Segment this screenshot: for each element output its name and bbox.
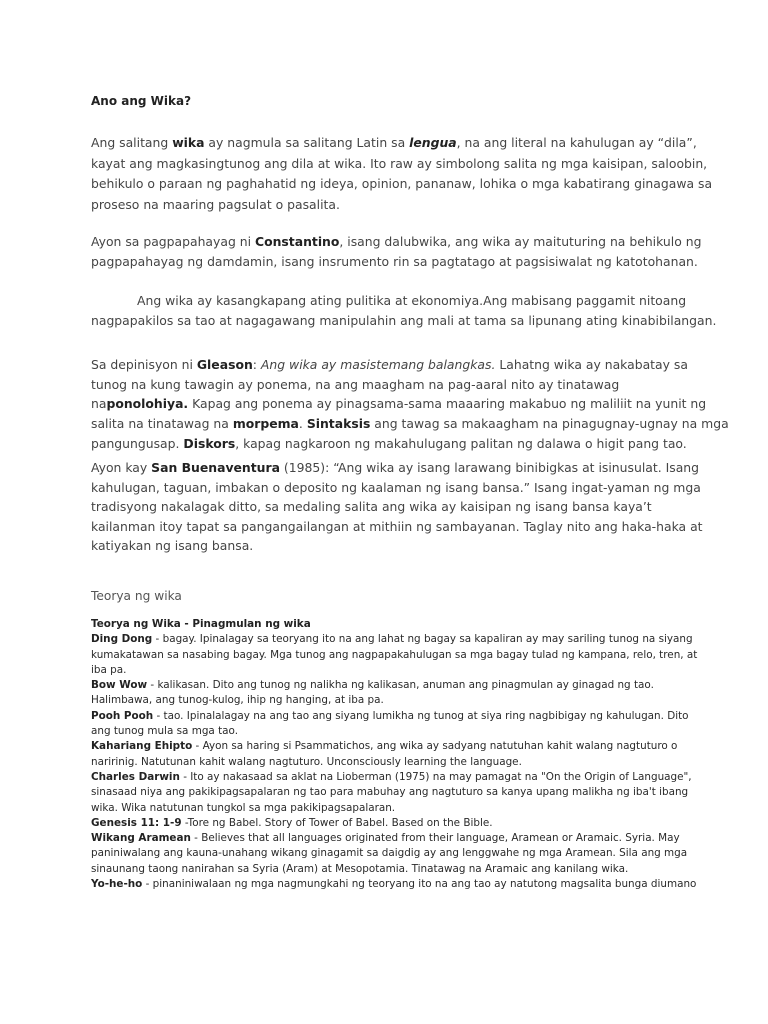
text-line: tradisyong nakalagak ditto, sa medaling salita ang wika ay kaisipan ng isang bansa kaya’t: [91, 499, 652, 514]
paragraph-wika-origin: [91, 133, 713, 215]
list-item: [91, 709, 701, 724]
page-heading: Ano ang Wika?: [91, 94, 192, 108]
text-run: Kapag ang ponema ay pinagsama-sama maaaring makabuo ng maliliit na yunit ng: [188, 396, 707, 412]
theory-term: Genesis 11: 1-9: [91, 816, 182, 829]
theory-term: Ding Dong: [91, 633, 153, 646]
text-line: behikulo o paraan ng paghahatid ng ideya, opinion, pananaw, lohika o mga kabatirang ginagawa sa: [91, 176, 713, 191]
theory-term: Wikang Aramean: [91, 832, 191, 845]
paragraph-politics: [91, 291, 717, 331]
list-item-cont: kumakatawan sa nasabing bagay. Mga tunog ang nagpapakahulugan sa mga bagay tulad ng kampana, relo, tren, at: [91, 648, 698, 661]
term-san-buenaventura: San Buenaventura: [151, 460, 280, 475]
text-line: [91, 394, 707, 414]
theory-desc: - tao. Ipinalalagay na ang tao ang siyang lumikha ng tunog at siya ring nagbibigay ng kahulugan. Dito: [153, 709, 689, 722]
section-title: Teorya ng wika: [91, 589, 182, 603]
theory-desc: - Ito ay nakasaad sa aklat na Lioberman (1975) na may pamagat na "On the Origin of Language",: [179, 770, 692, 783]
term-ponolohiya: ponolohiya.: [106, 396, 189, 412]
text-run: na: [91, 396, 107, 412]
text-run: Ayon sa pagpapahayag ni: [91, 234, 255, 249]
theory-term: Bow Wow: [91, 679, 148, 692]
list-item-cont: sinaunang taong nanirahan sa Syria (Aram) at Mesopotamia. Tinatawag na Aramaic ang kanilang wika.: [91, 862, 629, 875]
text-line: [91, 458, 700, 478]
text-run: ang tawag sa makaagham na pinagugnay-ugnay na mga: [370, 416, 729, 432]
term-morpema: morpema: [232, 416, 299, 432]
theory-desc: - pinaniniwalaan ng mga nagmungkahi ng teoryang ito na ang tao ay natutong magsalita bunga diumano: [142, 878, 697, 891]
text-run: Sa depinisyon ni: [91, 357, 197, 372]
list-item-cont: iba pa.: [91, 663, 127, 676]
list-item-cont: sinasaad niya ang pakikipagsapalaran ng tao para mabuhay ang nagtuturo sa kanya upang malikha ng iba't ibang: [91, 786, 689, 799]
text-line: [91, 133, 697, 154]
list-item-cont: ang tunog mula sa mga tao.: [91, 725, 239, 738]
text-line: [91, 232, 702, 252]
text-run: pangungusap.: [91, 435, 184, 451]
text-line: katiyakan ng isang bansa.: [91, 538, 254, 553]
theory-term: Yo-he-ho: [91, 878, 143, 891]
text-line: kailanman itoy tapat sa pangangailangan at mithiin ng sambayanan. Taglay nito ang haka-haka at: [91, 518, 703, 534]
text-run: salita na tinatawag na: [91, 416, 233, 432]
theory-term: Charles Darwin: [91, 770, 180, 783]
list-item: [91, 739, 701, 754]
theory-list: [91, 617, 701, 892]
list-item: [91, 770, 701, 785]
term-lengua: lengua: [409, 135, 457, 150]
list-item: [91, 632, 701, 647]
list-item-cont: Halimbawa, ang tunog-kulog, ihip ng hanging, at iba pa.: [91, 694, 384, 707]
list-item-cont: paniniwalang ang kauna-unahang wikang ginagamit sa daigdig ay ang lenggwahe ng mga Aramean. Sila ang mga: [91, 847, 688, 860]
list-item: [91, 877, 701, 892]
text-run: , kapag nagkaroon ng makahulugang palitan ng dalawa o higit pang tao.: [235, 435, 687, 451]
list-item-cont: wika. Wika natutunan tungkol sa mga pakikipagsapalaran.: [91, 801, 396, 814]
term-constantino: Constantino: [254, 234, 340, 249]
term-gleason: Gleason: [196, 357, 253, 372]
text-run: ay nagmula sa salitang Latin sa: [204, 135, 410, 150]
theory-term: Pooh Pooh: [91, 709, 154, 722]
list-header-text: Teorya ng Wika - Pinagmulan ng wika: [91, 618, 311, 630]
text-run: .: [298, 416, 307, 432]
term-sintaksis: Sintaksis: [306, 416, 371, 432]
text-run: , na ang literal na kahulugan ay “dila”,: [456, 135, 697, 150]
theory-desc: - Ayon sa haring si Psammatichos, ang wika ay sadyang natutuhan kahit walang nagtuturo o: [192, 740, 678, 753]
text-run: :: [252, 357, 261, 372]
theory-desc: -Tore ng Babel. Story of Tower of Babel. Based on the Bible.: [181, 816, 493, 829]
theory-term: Kahariang Ehipto: [91, 740, 193, 753]
list-header: [91, 617, 701, 632]
theory-desc: - bagay. Ipinalagay sa teoryang ito na ang lahat ng bagay sa kapaliran ay may sariling tunog na siyang: [152, 633, 693, 646]
text-run: (1985): “Ang wika ay isang larawang binibigkas at isinusulat. Isang: [279, 460, 700, 475]
text-line: [91, 355, 691, 375]
paragraph-constantino: [91, 232, 702, 272]
text-run: Ang salitang: [91, 135, 173, 150]
text-line: proseso na maaring pagsulat o pasalita.: [91, 196, 340, 212]
text-run: Ayon kay: [91, 460, 152, 475]
text-line: Ang wika ay kasangkapang ating pulitika at ekonomiya.Ang mabisang paggamit nitoang: [137, 293, 687, 308]
text-line: kayat ang magkasingtunog ang dila at wika. Ito raw ay simbolong salita ng mga kaisipan, saloobin,: [91, 155, 708, 171]
paragraph-san-buenaventura: [91, 458, 703, 556]
text-line: kahulugan, taguan, imbakan o deposito ng kaalaman ng isang bansa.” Isang ingat-yaman ng mga: [91, 479, 701, 495]
text-line: tunog na kung tawagin ay ponema, na ang maagham na pag-aaral nito ay tinatawag: [91, 376, 620, 392]
list-item: [91, 816, 701, 831]
text-line: nagpapakilos sa tao at nagagawang manipulahin ang mali at tama sa lipunang ating kinabibilangan.: [91, 313, 717, 328]
list-item-cont: naririnig. Natutunan kahit walang nagtuturo. Unconsciously learning the language.: [91, 755, 522, 768]
definition-quote: Ang wika ay masistemang balangkas.: [260, 357, 496, 372]
term-diskors: Diskors: [183, 435, 236, 451]
theory-desc: - kalikasan. Dito ang tunog ng nalikha ng kalikasan, anuman ang pinagmulan ay ginagad ng tao.: [147, 679, 654, 692]
text-line: [91, 414, 729, 434]
text-line: [91, 434, 691, 454]
list-item: [91, 831, 701, 846]
text-run: , isang dalubwika, ang wika ay maituturing na behikulo ng: [339, 234, 702, 249]
theory-desc: - Believes that all languages originated from their language, Aramean or Aramaic. Syria. May: [190, 832, 680, 845]
text-line: pagpapahayag ng damdamin, isang insrumento rin sa pagtatago at pagsisiwalat ng katotohanan.: [91, 254, 698, 269]
list-item: [91, 678, 701, 693]
paragraph-gleason: [91, 355, 729, 454]
term-wika: wika: [172, 135, 205, 150]
text-run: Lahatng wika ay nakabatay sa: [495, 357, 688, 372]
